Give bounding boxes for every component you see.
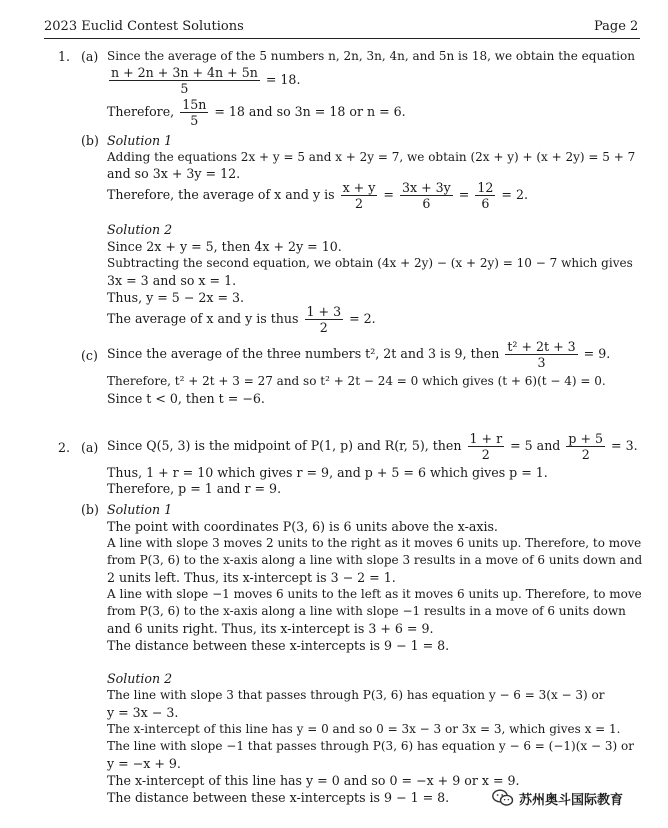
equation-line: Therefore, the average of x and y is $\frac{x + y}{2}$ = $\frac{3x + 3y}{6}$ = $\frac{12}{6}$ = 2. [107, 180, 528, 211]
text-line: from P(3, 6) to the x-axis along a line with slope −1 results in a move of 6 units down [107, 604, 626, 618]
fraction: $\frac{n + 2n + 3n + 4n + 5n}{5}$ [111, 65, 258, 96]
text-line: and 6 units right. Thus, its x-intercept is 3 + 6 = 9. [107, 621, 434, 636]
text-line: The line with slope −1 that passes through P(3, 6) has equation y − 6 = (−1)(x − 3) or [107, 739, 634, 753]
equation-line: Since the average of the three numbers t², 2t and 3 is 9, then $\frac{\text{t² + 2t + 3}}{3}$ = 9. [107, 339, 611, 370]
equation-line: The average of x and y is thus $\frac{1 + 3}{2}$ = 2. [107, 304, 376, 335]
part-label: (b) [81, 502, 99, 517]
text-line: The x-intercept of this line has y = 0 and so 0 = 3x − 3 or 3x = 3, which gives x = 1. [107, 722, 621, 736]
fraction: $\frac{3x + 3y}{6}$ [401, 180, 451, 211]
text-line: The line with slope 3 that passes through P(3, 6) has equation y − 6 = 3(x − 3) or [107, 688, 605, 702]
text-line: y = −x + 9. [107, 756, 181, 771]
text-line: Thus, 1 + r = 10 which gives r = 9, and p + 5 = 6 which gives p = 1. [107, 465, 548, 480]
solution-heading: Solution 2 [107, 671, 173, 686]
fraction: $\frac{x + y}{2}$ [342, 180, 376, 211]
text-line: A line with slope 3 moves 2 units to the right as it moves 6 units up. Therefore, to move [107, 536, 642, 550]
text-line: y = 3x − 3. [107, 705, 179, 720]
header-title: 2023 Euclid Contest Solutions [44, 19, 244, 34]
part-label: (c) [81, 348, 98, 363]
text-line: A line with slope −1 moves 6 units to the left as it moves 6 units up. Therefore, to move [107, 587, 642, 601]
part-label: (a) [81, 49, 99, 64]
text-line: 2 units left. Thus, its x-intercept is 3 − 2 = 1. [107, 570, 396, 585]
text-line: The point with coordinates P(3, 6) is 6 units above the x-axis. [107, 519, 498, 534]
watermark-text: 苏州奥斗国际教育 [519, 792, 624, 808]
text-line: The x-intercept of this line has y = 0 and so 0 = −x + 9 or x = 9. [107, 773, 520, 788]
fraction: $\frac{1 + 3}{2}$ [306, 304, 342, 335]
part-label: (b) [81, 133, 99, 148]
solution-heading: Solution 1 [107, 133, 173, 148]
solution-heading: Solution 2 [107, 222, 173, 237]
text-line: Since 2x + y = 5, then 4x + 2y = 10. [107, 239, 342, 254]
problem-number: 2. [58, 440, 71, 455]
fraction: $\frac{12}{6}$ [477, 180, 494, 211]
text-line: Thus, y = 5 − 2x = 3. [107, 290, 245, 305]
text-line: and so 3x + 3y = 12. [107, 166, 241, 181]
solution-heading: Solution 1 [107, 502, 173, 517]
text-line: The distance between these x-intercepts is 9 − 1 = 8. [107, 790, 450, 805]
header-rule [44, 38, 640, 39]
text-line: Since t < 0, then t = −6. [107, 391, 265, 406]
text-line: Subtracting the second equation, we obtain (4x + 2y) − (x + 2y) = 10 − 7 which gives [107, 256, 633, 270]
text-line: from P(3, 6) to the x-axis along a line with slope 3 results in a move of 6 units down and [107, 553, 643, 567]
fraction: $\frac{\text{t² + 2t + 3}}{3}$ [507, 339, 576, 370]
wechat-icon [492, 789, 514, 807]
equation-line: Since Q(5, 3) is the midpoint of P(1, p) and R(r, 5), then $\frac{1 + r}{2}$ = 5 and $\frac{p + 5}{2}$ = 3. [107, 431, 638, 462]
watermark [492, 789, 623, 807]
text-line: Adding the equations 2x + y = 5 and x + 2y = 7, we obtain (2x + y) + (x + 2y) = 5 + 7 [107, 150, 636, 164]
equation-line: Therefore, $\frac{15n}{5}$ = 18 and so 3n = 18 or n = 6. [107, 97, 406, 128]
equation-line: $\frac{n + 2n + 3n + 4n + 5n}{5}$ = 18. [111, 65, 301, 96]
text-line: Therefore, t² + 2t + 3 = 27 and so t² + 2t − 24 = 0 which gives (t + 6)(t − 4) = 0. [107, 374, 606, 388]
text-line: Therefore, p = 1 and r = 9. [107, 481, 282, 496]
fraction: $\frac{1 + r}{2}$ [469, 431, 503, 462]
text-line: The distance between these x-intercepts is 9 − 1 = 8. [107, 638, 450, 653]
problem-number: 1. [58, 49, 71, 64]
part-label: (a) [81, 440, 99, 455]
fraction: $\frac{p + 5}{2}$ [568, 431, 604, 462]
fraction: $\frac{15n}{5}$ [182, 97, 207, 128]
page-number: Page 2 [594, 19, 639, 34]
text-line: Since the average of the 5 numbers n, 2n, 3n, 4n, and 5n is 18, we obtain the equation [107, 49, 635, 63]
text-line: 3x = 3 and so x = 1. [107, 273, 237, 288]
